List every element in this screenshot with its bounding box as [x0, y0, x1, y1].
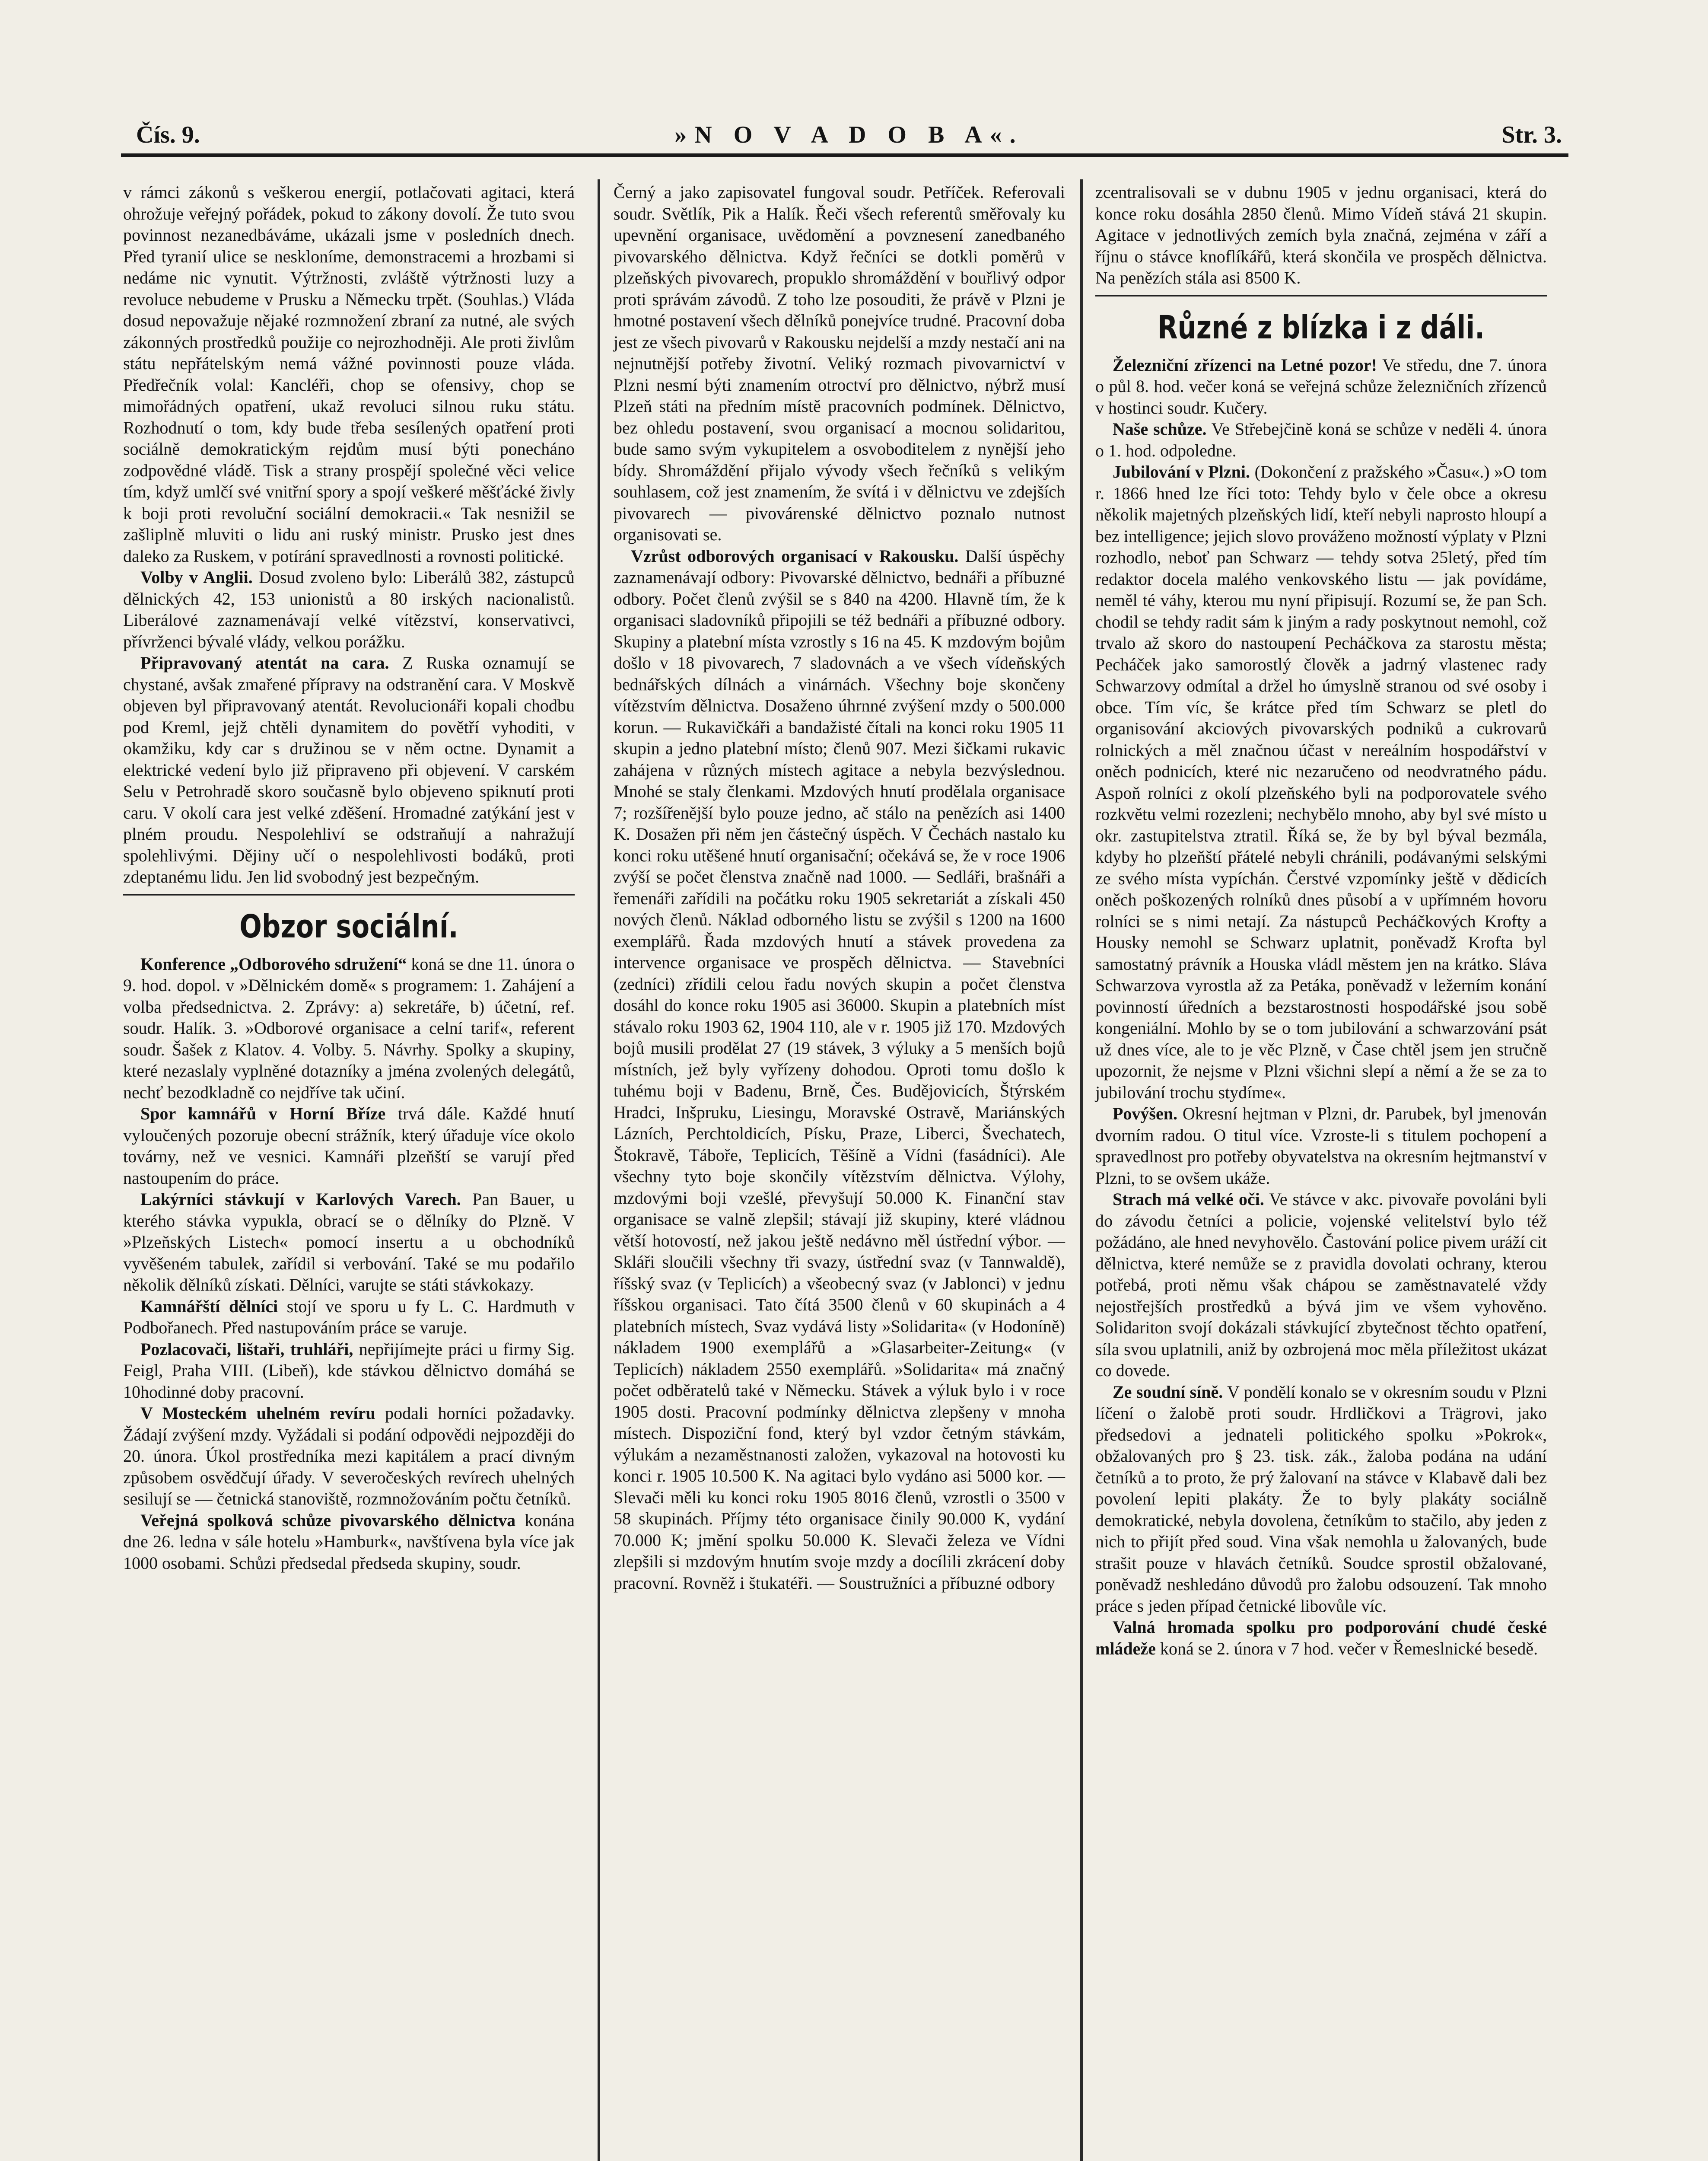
- news-heading: Povýšen.: [1113, 1104, 1177, 1123]
- news-text: Okresní hejtman v Plzni, dr. Parubek, byl jmenován dvorním radou. O titul více. Vzroste-li s titulem pochopení a spravedlnost pro potřeby obyvatelstva na okresním hejtmanství v Plzni, to se ovšem ukáže.: [1095, 1104, 1547, 1188]
- news-item: [123, 1103, 575, 1189]
- column-divider-1: [598, 179, 600, 2161]
- news-item: [1095, 461, 1547, 1103]
- news-heading: V Mosteckém uhelném revíru: [140, 1403, 375, 1423]
- column-2: [614, 182, 1065, 1594]
- news-heading: Strach má velké oči.: [1113, 1189, 1264, 1209]
- news-item: [123, 1402, 575, 1510]
- header-rule: [121, 153, 1568, 157]
- column-3: [1095, 182, 1547, 1659]
- news-text: stojí ve sporu u fy L. C. Hardmuth v Podbořanech. Před nastupováním práce se varuje.: [123, 1296, 575, 1337]
- news-heading: Železniční zřízenci na Letné pozor!: [1113, 355, 1377, 375]
- news-heading: Lakýrníci stávkují v Karlových Varech.: [140, 1189, 461, 1209]
- news-heading: Vzrůst odborových organisací v Rakousku.: [631, 546, 959, 566]
- news-heading: Připravovaný atentát na cara.: [140, 653, 389, 673]
- news-item: [123, 1510, 575, 1574]
- news-heading: Volby v Anglii.: [140, 567, 253, 587]
- news-item: [1095, 1616, 1547, 1659]
- section-heading-ruzne: Různé z blízka i z dáli.: [1157, 309, 1485, 346]
- news-text: koná se dne 11. února o 9. hod. dopol. v »Dělnickém domě« s programem: 1. Zahájení a volba předsednictva. 2. Zprávy: a) sekretáře, b) účetní, ref. soudr. Halík. 3. »Odborové organisace a celní tarif«, referent soudr. Šašek z Klatov. 4. Volby. 5. Návrhy. Spolky a skupiny, které nezaslaly vyplněné dotazníky a jména zvolených delegátů, nechť bezodkladně co nejdříve tak učiní.: [123, 954, 575, 1102]
- section-heading-obzor: Obzor sociální.: [239, 908, 458, 945]
- news-item: [1095, 1103, 1547, 1189]
- section-divider: [123, 894, 575, 896]
- news-text: Ve Střebejčině koná se schůze v neděli 4. února o 1. hod. odpoledne.: [1095, 419, 1547, 460]
- news-heading: Jubilování v Plzni.: [1113, 462, 1250, 481]
- news-heading: Pozlacovači, lištaři, truhláři,: [140, 1339, 353, 1359]
- column-1: [123, 182, 575, 1574]
- section-divider: [1095, 295, 1547, 296]
- news-item: [1095, 418, 1547, 461]
- news-text: konána dne 26. ledna v sále hotelu »Hamburk«, navštívena byla více jak 1000 osobami. Schůzi předsedal předseda skupiny, soudr.: [123, 1510, 575, 1573]
- page-header: [136, 121, 1562, 151]
- news-text: Dosud zvoleno bylo: Liberálů 382, zástupců dělnických 42, 153 unionistů a 80 irských nacionalistů. Liberálové zaznamenávají velké vítězství, konservativci, přívrženci bývalé vlády, velkou porážku.: [123, 567, 575, 651]
- news-text: Z Ruska oznamují se chystané, avšak zmařené přípravy na odstranění cara. V Moskvě objeven byl připravovaný atentát. Revolucionáři kopali chodbu pod Kreml, jejž chtěli dynamitem do povětří vyhoditi, v okamžiku, kdy car s družinou se v něm octne. Dynamit a elektrické vedení bylo již připraveno při objevení. V carském Selu v Petrohradě skoro současně bylo objeveno spiknutí proti caru. V okolí cara jest velké zděšení. Hromadné zatýkání jest v plném proudu. Nespolehliví se odstraňují a nahražují spolehlivými. Dějiny učí o nespolehlivosti bodáků, proti zdeptanému lidu. Jen lid svobodný jest bezpečným.: [123, 653, 575, 886]
- issue-number: Čís. 9.: [136, 121, 200, 148]
- news-text: V pondělí konalo se v okresním soudu v Plzni líčení o žalobě proti soudr. Hrdličkovi a Trägrovi, jako předsedovi a jednateli politického spolku »Pokrok«, obžalovaných pro § 23. tisk. zák., žaloba podána na udání četníků a to proto, že prý žalovaní na stávce v Klabavě dali bez povolení lepiti plakáty. Že to byly plakáty sociálně demokratické, nebyla dovolena, četníkům to stačilo, aby jeden z nich to přijít před soud. Vina však nemohla u žalovaných, bude strašit pouze v hlavách četníků. Soudce sprostil obžalované, poněvadž neshledáno důvodů pro žalobu odsouzení. Tak mnoho práce s jeden případ četnické libovůle víc.: [1095, 1382, 1547, 1616]
- news-heading: Spor kamnářů v Horní Bříze: [140, 1104, 386, 1123]
- news-heading: Naše schůze.: [1113, 419, 1207, 439]
- news-text: Další úspěchy zaznamenávají odbory: Pivovarské dělnictvo, bednáři a příbuzné odbory. Počet členů zvýšil se s 840 na 4200. Hlavně tím, že k organisaci sladovníků připojili se též bednáři a příbuzné odbory. Skupiny a platební místa vzrostly s 16 na 45. K mzdovým bojům došlo v 18 pivovarech, 7 sladovnách a ve všech vídeňských bednářských dílnách a vinárnách. Všechny boje skončeny vítězstvím dělnictva. Dosaženo úhrnné zvýšení mzdy o 500.000 korun. — Rukavičkáři a bandažisté čítali na konci roku 1905 11 skupin a jedno platební místo; členů 907. Mezi šičkami rukavic zahájena v různých místech agitace a nebyla bezvýslednou. Mnohé se staly členkami. Mzdových hnutí prodělala organisace 7; rozšířenější bylo pouze jedno, ač stálo na penězích asi 1400 K. Dosažen při něm jen částečný úspěch. V Čechách nastalo ku konci roku utěšené hnutí organisační; očekává se, že v roce 1906 zvýší se počet členstva značně nad 1000. — Sedláři, brašnáři a řemenáři zařídili na počátku roku 1905 sekretariát a získali 450 nových členů. Náklad odborného listu se zvýšil s 1200 na 1600 exemplářů. Řada mzdových hnutí a stávek provedena za intervence organisace ve prospěch dělnictva. — Stavebníci (zedníci) zřídili celou řadu nových skupin a počet členstva dosáhl do konce roku 1905 asi 36000. Skupin a platebních míst stávalo roku 1903 62, 1904 110, ale v r. 1905 již 170. Mzdových bojů musili prodělat 27 (19 stávek, 3 výluky a 5 menších bojů místních, jež byly vyřízeny dohodou. Oproti tomu došlo k tuhému boji v Badenu, Brně, Čes. Budějovicích, Štýrském Hradci, Inšpruku, Liesingu, Moravské Ostravě, Mariánských Lázních, Perchtoldicích, Písku, Praze, Liberci, Švechatech, Štokravě, Táboře, Teplicích, Těšíně a Vídni (fasádníci). Ale všechny tyto boje skončily vítězstvím dělnictva. Výlohy, mzdovými boji vzešlé, převyšují 50.000 K. Finanční stav organisace se valně zlepšil; stávají již skupiny, které vládnou větší hotovostí, než jakou ještě nedávno měl ústřední výbor. — Skláři sloučili všechny tři svazy, ústřední svaz (v Tannwaldě), říšský svaz (v Teplicích) a všeobecný svaz (v Jablonci) v jednu říšskou organisaci. Tato čítá 3500 členů v 60 skupinách a 4 platebních místech, Svaz vydává listy »Solidarita« (v Hodoníně) nákladem 1900 exemplářů a »Glasarbeiter-Zeitung« (v Teplicích) nákladem 2550 exemplářů. »Solidarita« má značný počet odběratelů také v Německu. Stávek a výluk bylo i v roce 1905 dosti. Pracovní podmínky dělnictva zlepšeny v mnoha místech. Dispoziční fond, který byl vzdor četným stávkám, výlukám a nezaměstnanosti založen, vykazoval na hotovosti ku konci r. 1905 10.500 K. Na agitaci bylo vydáno asi 5000 kor. — Slevači měli ku konci roku 1905 8016 členů, vzrostli o 3500 v 58 skupinách. Příjmy této organisace činily 90.000 K, vydání 70.000 K; jmění spolku 50.000 K. Slevači železa ve Vídni zlepšili si mzdovým hnutím svoje mzdy a docílili zkrácení doby pracovní. Rovněž i štukatéři. — Soustružníci a příbuzné odbory: [614, 546, 1065, 1593]
- news-text: podali horníci požadavky. Žádají zvýšení mzdy. Vyžádali si podání odpovědi nejpozději do 20. února. Úkol prostředníka mezi kapitálem a prací divným způsobem osvědčují úřady. V severočeských revírech uhelných sesilují se — četnická stanoviště, rozmnožováním počtu četníků.: [123, 1403, 575, 1508]
- news-item: [123, 567, 575, 652]
- article-text: Černý a jako zapisovatel fungoval soudr. Petříček. Referovali soudr. Světlík, Pik a Halík. Řeči všech referentů směřovaly ku upevnění organisace, uvědomění a povznesení zanedbaného pivovarského dělnictva. Když řečníci se dotkli poměrů v plzeňských pivovarech, propuklo shromáždění v bouřlivý odpor proti správám závodů. Z toho lze posouditi, že právě v Plzni je hmotné postavení všech dělníků ponejvíce trudné. Pracovní doba jest ze všech pivovarů v Rakousku nejdelší a mzdy nestačí ani na nejnutnější potřeby životní. Veliký rozmach pivovarnictví v Plzni nesmí býti znamením otroctví pro dělnictvo, nýbrž musí Plzeň státi na předním místě pracovních podmínek. Dělnictvo, bez ohledu postavení, svou organisací a mocnou solidaritou, bude samo svým vykupitelem a osvoboditelem z nynější jeho bídy. Shromáždění přijalo vývody všech řečníků s velikým souhlasem, což jest znamením, že svítá i v dělnictvu ve zdejších pivovarech — pivovárenské dělnictvo poznalo nutnost organisovati se.: [614, 182, 1065, 544]
- news-heading: Konference „Odborového sdružení“: [140, 954, 407, 974]
- article-text: v rámci zákonů s veškerou energií, potlačovati agitaci, která ohrožuje veřejný pořádek, pokud to zákony dovolí. Že tuto svou povinnost nezanedbáváme, ukázali jsme v posledních dnech. Před tyranií ulice se neskloníme, demonstracemi a hrozbami si nedáme nic vynutit. Výtržnosti, zvláště výtržnosti luzy a revoluce nebudeme v Prusku a Německu trpět. (Souhlas.) Vláda dosud nepovažuje nějaké rozmnožení zbraní za nutné, ale svých zákonných prostředků použije co nejrozhodněji. Ale proti živlům státu nepřátelským nemá vážné povinnosti pouze vláda. Předřečník volal: Kancléři, chop se ofensivy, chop se mimořádných opatření, ukaž revoluci silnou ruku státu. Rozhodnutí o tom, kdy bude třeba sesílených opatření proti sociálně demokratickým rejdům musí býti ponecháno zodpovědné vládě. Tisk a strany prospějí společné věci velice tím, když umlčí své vnitřní spory a spojí veškeré měšťácké živly k boji proti revoluční sociální demokracii.« Tak nesnižil se zašliplně mluviti o lidu ani ruský ministr. Prusko jest dnes daleko za Ruskem, v potírání spravedlnosti a rovnosti politické.: [123, 182, 575, 566]
- news-item: [123, 1296, 575, 1339]
- column-divider-2: [1080, 179, 1083, 2161]
- news-item: [123, 1189, 575, 1296]
- news-heading: Valná hromada spolku pro podporování chudé české mládeže: [1095, 1617, 1547, 1658]
- news-item: [614, 545, 1065, 1594]
- news-item: [123, 1339, 575, 1403]
- news-text: Ve stávce v akc. pivovaře povoláni byli do závodu četníci a policie, vojenské velitelství bylo též požádáno, ale hned nevyhovělo. Častování police pivem uráží cit dělnictva, které nemůže se z pravidla dovolati ochrany, kterou potřebá, proti němu však chápou se zaměstnavatelé vždy nejostřejších prostředků a bývá jim ve všem vyhověno. Solidariton svojí dokázali stávkující zbytečnost těchto opatření, síla svou uplatnili, aniž by ozbrojená moc měla příležitost ukázat co dovede.: [1095, 1189, 1547, 1380]
- news-text: (Dokončení z pražského »Času«.) »O tom r. 1866 hned lze říci toto: Tehdy bylo v čele obce a okresu několik majetných plzeňských lidí, kteří nebyli naprosto hloupí a bez intelligence; jejich slovo prováženo možností výplaty v Plzni rozhodlo, neboť pan Schwarz — tehdy sotva 25letý, před tím redaktor docela malého venkovského listu — jak povídáme, neměl té váhy, kterou mu nyní připisují. Rozumí se, že pan Sch. chodil se tehdy radit sám k jiným a rady poskytnout nemohl, což trvalo až skoro do nastoupení Pecháčkova za starostu města; Pecháček jako samorostlý člověk a jadrný vlastenec rady Schwarzovy odmítal a držel ho úmyslně stranou od své osoby i obce. Tím víc, še krátce před tím Schwarz se pletl do organisování akciových pivovarských podniků a cukrovarů rolnických a měl značnou účast v nereálním hospodářství v oněch podnicích, které nic nezaručeno od neodvratného pádu. Aspoň rolníci z okolí plzeňského byli na podporovatele svého rozkvětu velmi rozezleni; nechybělo mnoho, aby byl své místo u okr. zastupitelstva ztratil. Říká se, že by byl býval bezmála, kdyby ho plzeňští přátelé nebyli chránili, podávanými selskými ze svého místa vypíchán. Čerstvé vzpomínky ještě v dědicích oněch poškozených rolníků dnes působí a v upřímném hovoru rolníci se s nimi netají. Za nástupců Pecháčkových Krofty a Housky nemohl se Schwarz uplatnit, poněvadž Krofta byl samostatný právník a Houska vládl městem jen na krátko. Sláva Schwarzova vyrostla až za Petáka, poněvadž v ležerním konání povinností úředních a bezstarostnosti hospodářské jsou sobě kongeniální. Mohlo by se o tom jubilování a schwarzování psát už dnes více, ale to je věc Plzně, v Čase chtěl jsem jen stručně upozornit, že nejsme v Plzni všichni slepí a němí a že se za to jubilování trochu stydíme«.: [1095, 462, 1547, 1102]
- news-item: [1095, 1189, 1547, 1381]
- news-heading: Veřejná spolková schůze pivovarského dělnictva: [140, 1510, 516, 1530]
- news-item: [1095, 354, 1547, 419]
- article-text: zcentralisovali se v dubnu 1905 v jednu organisaci, která do konce roku dosáhla 2850 členů. Mimo Vídeň stává 21 skupin. Agitace v jednotlivých zemích byla značná, zejména v září a říjnu o stávce knoflíkářů, která skončila ve prospěch dělnictva. Na penězích stála asi 8500 K.: [1095, 182, 1547, 287]
- news-item: [123, 652, 575, 888]
- page-number: Str. 3.: [1501, 121, 1562, 148]
- news-text: nepřijímejte práci u firmy Sig. Feigl, Praha VIII. (Libeň), kde stávkou dělnictvo domáhá se 10hodinné doby pracovní.: [123, 1339, 575, 1402]
- news-heading: Kamnářští dělníci: [140, 1296, 278, 1316]
- news-heading: Ze soudní síně.: [1113, 1382, 1223, 1402]
- news-item: [123, 953, 575, 1103]
- news-text: Ve středu, dne 7. února o půl 8. hod. večer koná se veřejná schůze železničních zřízenců v hostinci soudr. Kučery.: [1095, 355, 1547, 418]
- news-text: Pan Bauer, u kterého stávka vypukla, obrací se o dělníky do Plzně. V »Plzeňských Listech« pomocí insertu a u obchodníků vyvěšeném tabulek, zařídil si verbování. Také se mu podařilo několik dělníků získati. Dělníci, varujte se státi stávkokazy.: [123, 1189, 575, 1294]
- news-text: koná se 2. února v 7 hod. večer v Řemeslnické besedě.: [1155, 1638, 1538, 1658]
- news-text: trvá dále. Každé hnutí vyloučených pozoruje obecní strážník, který úřaduje více okolo továrny, než ve vesnici. Kamnáři plzeňští se varují před nastoupením do práce.: [123, 1104, 575, 1188]
- news-item: [1095, 1381, 1547, 1617]
- newspaper-title: »N O V A D O B A«.: [674, 121, 1024, 148]
